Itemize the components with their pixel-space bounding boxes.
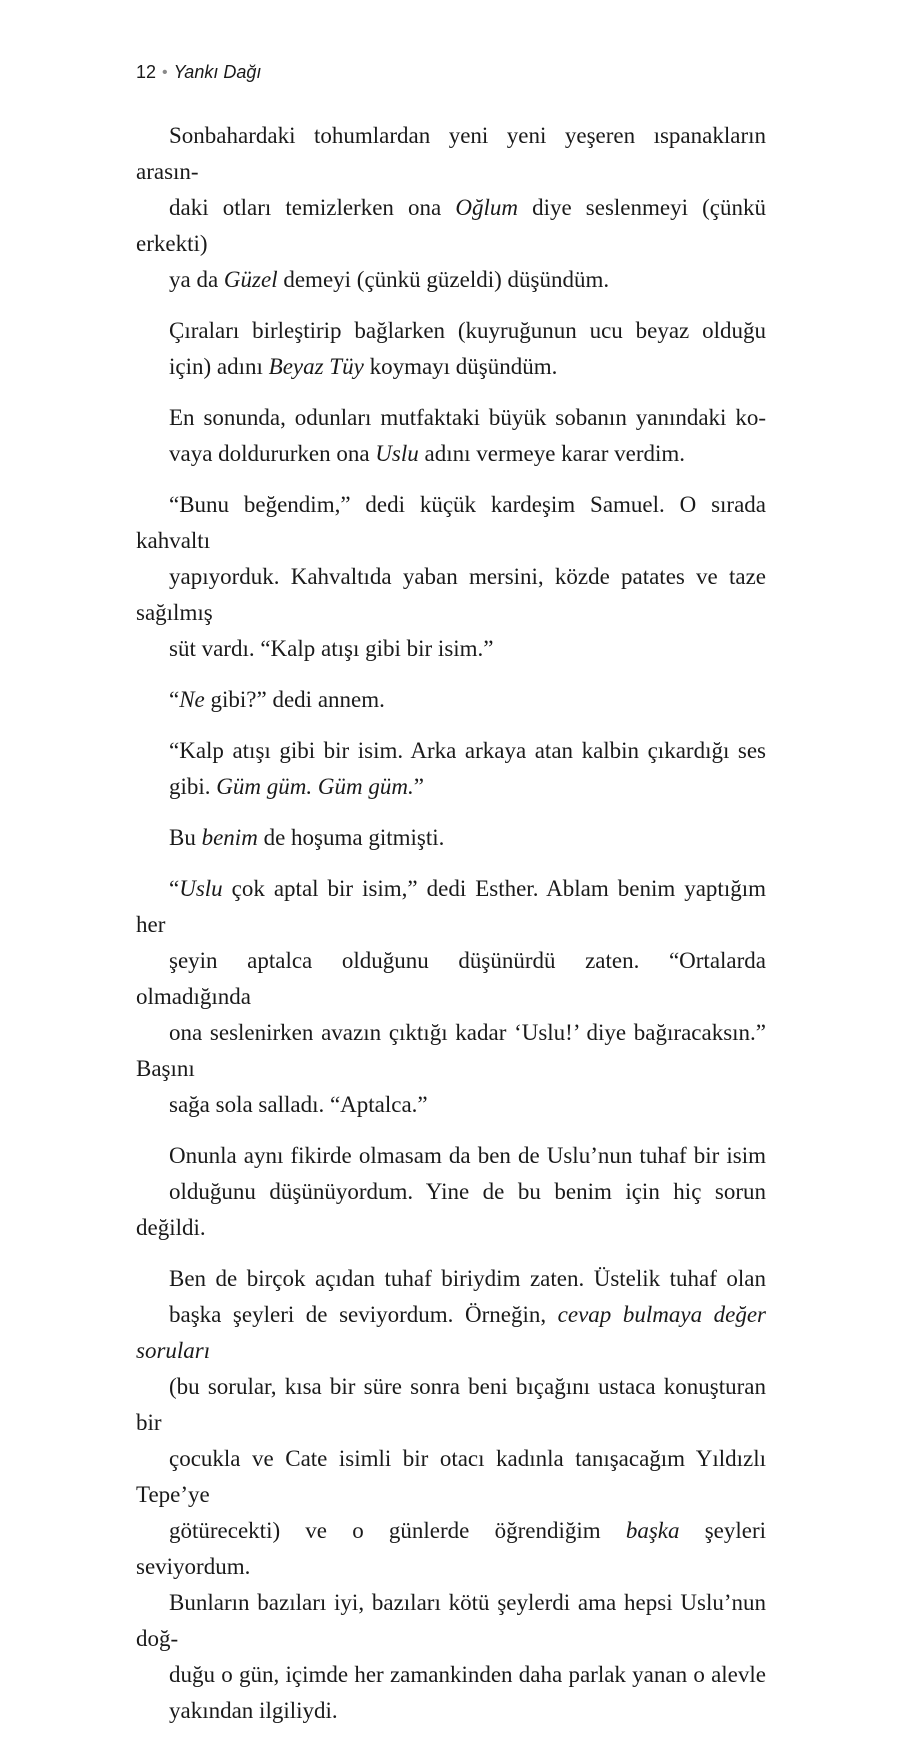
- text-run: “: [169, 876, 180, 901]
- italic-text: Oğlum: [455, 195, 518, 220]
- italic-text: Güzel: [223, 267, 278, 292]
- text-run: Ben de birçok açıdan tuhaf biriydim zaten. Üstelik tuhaf olan: [169, 1266, 766, 1291]
- paragraph: [136, 682, 766, 718]
- text-line: [136, 436, 766, 472]
- text-line: [136, 1693, 766, 1729]
- text-run: demeyi (çünkü güzeldi) düşündüm.: [277, 267, 610, 292]
- text-run: çocukla ve Cate isimli bir otacı kadınla tanışacağım Yıldızlı Tepe’ye: [136, 1446, 766, 1507]
- paragraph: [136, 118, 766, 298]
- italic-text: benim: [201, 825, 258, 850]
- page-number: 12: [136, 62, 157, 82]
- italic-text: Güm güm. Güm güm.: [216, 774, 414, 799]
- text-line: [136, 820, 766, 856]
- text-line: [136, 313, 766, 349]
- text-line: [136, 1174, 766, 1246]
- text-line: [136, 1513, 766, 1585]
- text-line: [136, 559, 766, 631]
- text-run: olduğunu düşünüyordum. Yine de bu benim için hiç sorun değildi.: [136, 1179, 766, 1240]
- paragraph: [136, 871, 766, 1123]
- italic-text: Beyaz Tüy: [268, 354, 364, 379]
- running-header: [136, 62, 261, 83]
- text-run: adını vermeye karar verdim.: [418, 441, 686, 466]
- text-line: [136, 487, 766, 559]
- paragraph: [136, 820, 766, 856]
- text-run: şeyleri seviyordum.: [136, 1518, 767, 1579]
- text-line: [136, 682, 766, 718]
- text-line: [136, 400, 766, 436]
- italic-text: başka: [625, 1518, 680, 1543]
- body-text: [136, 118, 766, 1744]
- text-line: [136, 262, 766, 298]
- text-line: [136, 1657, 766, 1693]
- text-run: duğu o gün, içimde her zamankinden daha parlak yanan o alevle: [169, 1662, 766, 1687]
- italic-text: Uslu: [375, 441, 419, 466]
- text-run: de hoşuma gitmişti.: [257, 825, 445, 850]
- text-run: “: [169, 687, 180, 712]
- text-run: daki otları temizlerken ona: [169, 195, 456, 220]
- text-line: [136, 1015, 766, 1087]
- text-line: [136, 118, 766, 190]
- text-run: götürecekti) ve o günlerde öğrendiğim: [169, 1518, 626, 1543]
- text-run: “Bunu beğendim,” dedi küçük kardeşim Samuel. O sırada kahvaltı: [136, 492, 766, 553]
- text-run: çok aptal bir isim,” dedi Esther. Ablam benim yaptığım her: [136, 876, 766, 937]
- text-line: [136, 1138, 766, 1174]
- text-line: [136, 1261, 766, 1297]
- paragraph: [136, 400, 766, 472]
- text-line: [136, 1369, 766, 1441]
- text-run: yakından ilgiliydi.: [169, 1698, 338, 1723]
- text-line: [136, 1087, 766, 1123]
- paragraph: [136, 313, 766, 385]
- text-line: [136, 871, 766, 943]
- text-run: diye seslenmeyi (çünkü erkekti): [136, 195, 766, 256]
- paragraph: [136, 733, 766, 805]
- italic-text: Uslu: [179, 876, 223, 901]
- text-run: başka şeyleri de seviyordum. Örneğin,: [169, 1302, 558, 1327]
- text-run: Onunla aynı fikirde olmasam da ben de Uslu’nun tuhaf bir isim: [169, 1143, 766, 1168]
- paragraph: [136, 487, 766, 667]
- text-line: [136, 631, 766, 667]
- text-run: Bunların bazıları iyi, bazıları kötü şeylerdi ama hepsi Uslu’nun doğ-: [136, 1590, 766, 1651]
- text-run: En sonunda, odunları mutfaktaki büyük sobanın yanındaki ko-: [169, 405, 766, 430]
- text-run: ona seslenirken avazın çıktığı kadar ‘Uslu!’ diye bağıracaksın.” Başını: [136, 1020, 766, 1081]
- paragraph: [136, 1261, 766, 1729]
- text-run: ”: [413, 774, 424, 799]
- text-line: [136, 1297, 766, 1369]
- text-run: (bu sorular, kısa bir süre sonra beni bıçağını ustaca konuşturan bir: [136, 1374, 766, 1435]
- text-run: Çıraları birleştirip bağlarken (kuyruğunun ucu beyaz olduğu: [169, 318, 766, 343]
- text-run: ya da: [169, 267, 224, 292]
- text-run: koymayı düşündüm.: [363, 354, 558, 379]
- book-title: Yankı Dağı: [173, 62, 262, 82]
- italic-text: Ne: [179, 687, 205, 712]
- text-run: vaya doldururken ona: [169, 441, 376, 466]
- text-line: [136, 190, 766, 262]
- header-separator: •: [162, 63, 168, 81]
- text-run: gibi.: [169, 774, 217, 799]
- text-line: [136, 943, 766, 1015]
- text-run: sağa sola salladı. “Aptalca.”: [169, 1092, 428, 1117]
- text-line: [136, 1441, 766, 1513]
- text-line: [136, 1585, 766, 1657]
- paragraph: [136, 1138, 766, 1246]
- text-line: [136, 769, 766, 805]
- text-run: gibi?” dedi annem.: [204, 687, 385, 712]
- text-line: [136, 733, 766, 769]
- text-run: Sonbahardaki tohumlardan yeni yeni yeşeren ıspanakların arasın-: [136, 123, 766, 184]
- text-run: Bu: [169, 825, 202, 850]
- text-run: süt vardı. “Kalp atışı gibi bir isim.”: [169, 636, 494, 661]
- italic-text: cevap bulmaya değer soruları: [136, 1302, 766, 1363]
- text-run: için) adını: [169, 354, 269, 379]
- text-run: yapıyorduk. Kahvaltıda yaban mersini, közde patates ve taze sağılmış: [136, 564, 766, 625]
- text-run: şeyin aptalca olduğunu düşünürdü zaten. “Ortalarda olmadığında: [136, 948, 766, 1009]
- text-line: [136, 349, 766, 385]
- text-run: “Kalp atışı gibi bir isim. Arka arkaya atan kalbin çıkardığı ses: [169, 738, 766, 763]
